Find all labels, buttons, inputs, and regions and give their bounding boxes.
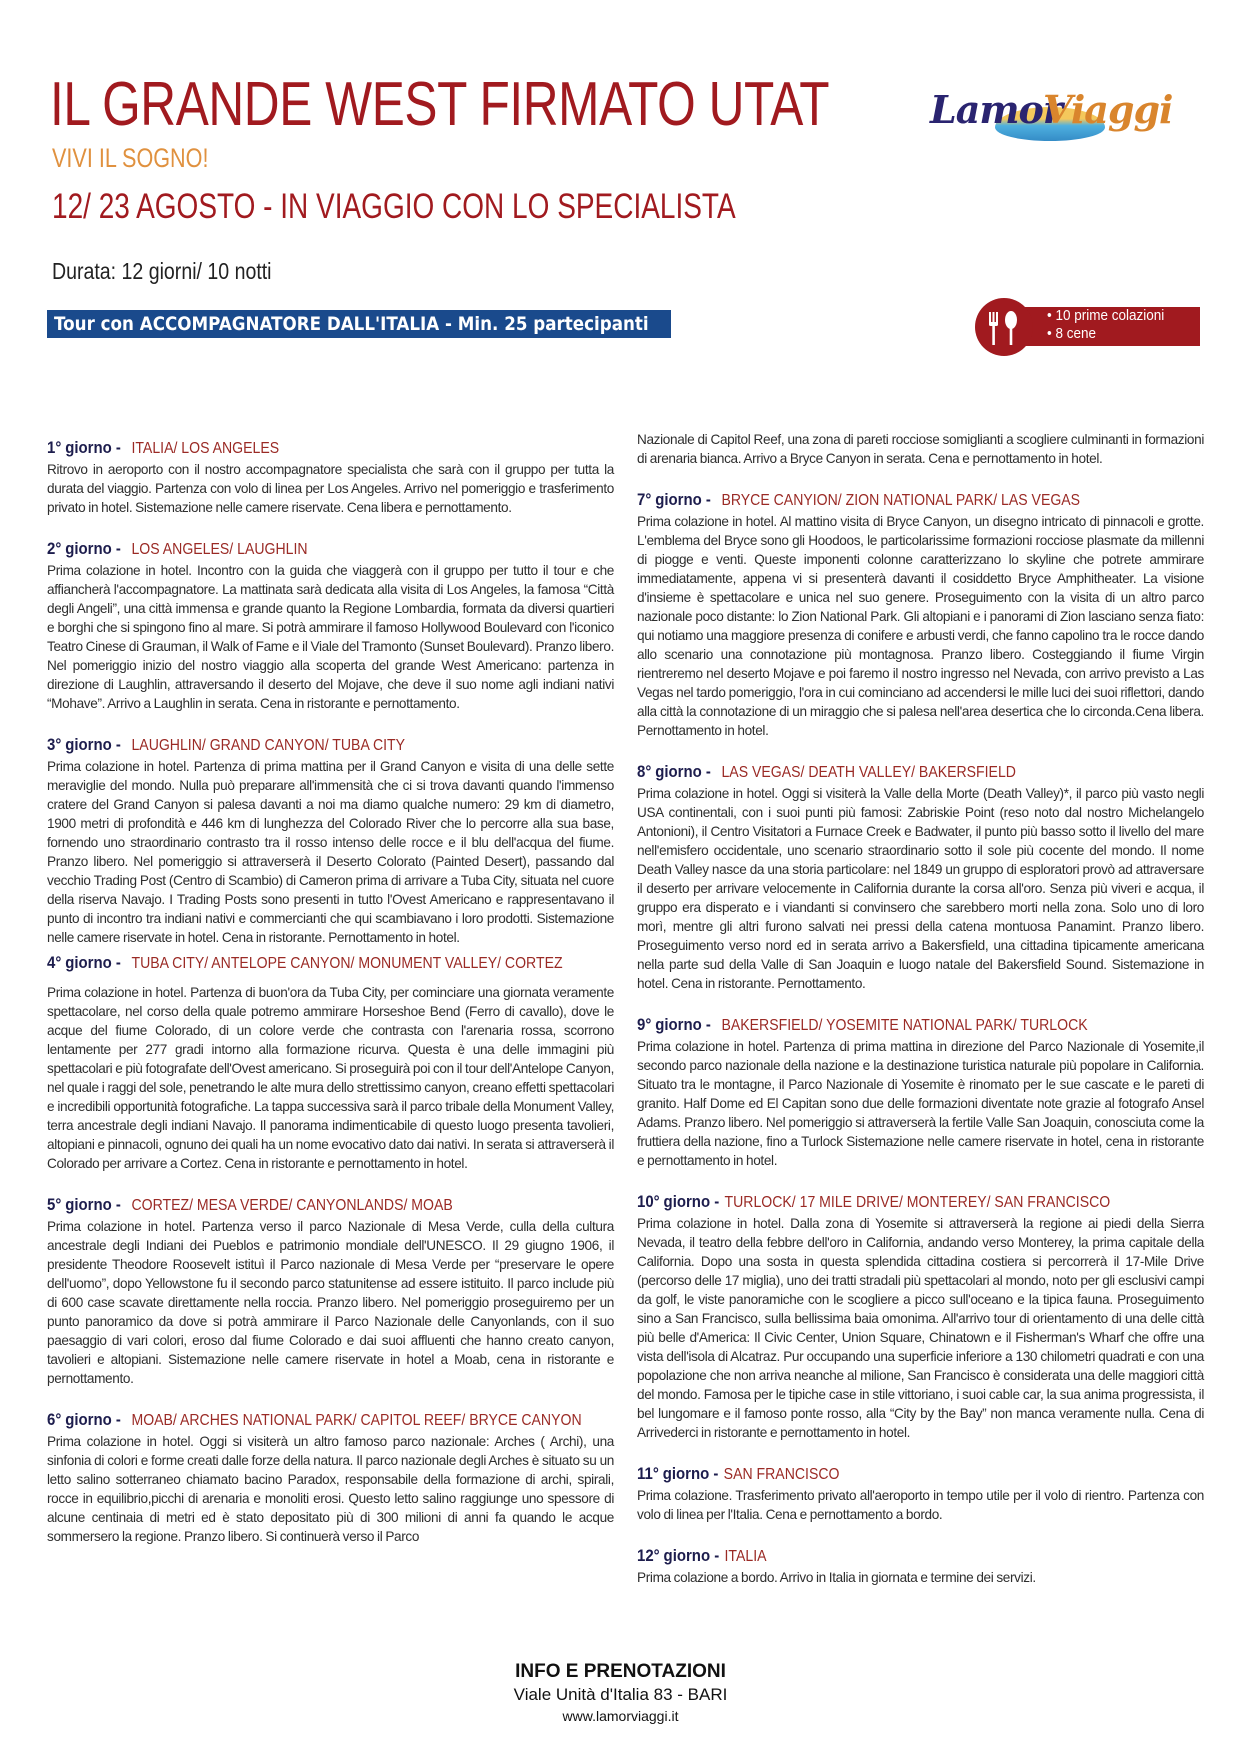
meals-list — [1047, 307, 1164, 343]
day-number: 5° giorno - — [47, 1195, 121, 1214]
contact-footer — [0, 1660, 1241, 1726]
itinerary-column-right — [637, 430, 1204, 1609]
day-description: Prima colazione in hotel. Partenza di prima mattina in direzione del Parco Nazionale di Yosemite,il secondo parco nazionale della nazione e la destinazione turistica naturale più popolare in California. Situato tra le montagne, il Parco Nazionale di Yosemite è rinomato per le sue cascate e le pareti di granito. Half Dome ed El Capitan sono due delle formazioni diventate note grazie al fotografo Ansel Adams. Pranzo libero. Nel pomeriggio si attraverserà la fertile Valle San Joaquin, conosciuta come la fruttiera della nazione, fino a Turlock Sistemazione nelle camere riservate in hotel, cena in ristorante e pernottamento in hotel. — [637, 1039, 1204, 1168]
day-route: LOS ANGELES/ LAUGHLIN — [131, 541, 308, 558]
day-heading — [47, 953, 563, 975]
day-route: CORTEZ/ MESA VERDE/ CANYONLANDS/ MOAB — [131, 1197, 453, 1214]
day-item — [47, 539, 614, 713]
day-item — [47, 735, 614, 947]
day-item — [637, 762, 1204, 993]
day-description: Prima colazione in hotel. Oggi si visiterà un altro famoso parco nazionale: Arches ( Archi), una sinfonia di colori e forme creati dalle forze della natura. Il parco nazionale degli Arches è situato su un letto salino sotterraneo chiamato bacino Paradox, responsabile della formazione di archi, spirali, rocce in equilibrio,picchi di arenaria e monoliti erosi. Questo letto salino raggiunge uno spessore di alcune centinaia di metri ed è stato depositato più di 300 milioni di anni fa quando le acque sommersero la regione. Pranzo libero. Si continuerà verso il Parco — [47, 1434, 614, 1544]
tour-duration: Durata: 12 giorni/ 10 notti — [52, 258, 272, 284]
day-item — [47, 953, 614, 1173]
meals-item-breakfasts: • 10 prime colazioni — [1047, 307, 1165, 324]
day-heading — [47, 735, 546, 757]
day-item — [637, 1192, 1204, 1442]
tour-dates: 12/ 23 AGOSTO - IN VIAGGIO CON LO SPECIALISTA — [52, 187, 736, 226]
day-route: ITALIA — [724, 1548, 767, 1565]
day-item — [637, 1546, 1204, 1587]
day-heading — [637, 1015, 1136, 1037]
day-description: Ritrovo in aeroporto con il nostro accompagnatore specialista che sarà con il gruppo per tutta la durata del viaggio. Partenza con volo di linea per Los Angeles. Arrivo nel pomeriggio e trasferimento privato in hotel. Sistemazione nelle camere riservate. Cena libera e pernottamento. — [47, 462, 614, 515]
day-description: Prima colazione in hotel. Dalla zona di Yosemite si attraverserà la regione ai piedi della Sierra Nevada, il teatro della febbre dell'oro in California, andando verso Monterey, la prima capitale della California. Dopo una sosta in questa splendida cittadina costiera si percorrerà il 17-Mile Drive (percorso delle 17 miglia), uno dei tratti stradali più spettacolari al mondo, noto per gli esclusivi campi da golf, le viste panoramiche con le scogliere a picco sull'oceano e la tipica fauna. Proseguimento sino a San Francisco, sulla bellissima baia omonima. All'arrivo tour di orientamento di una delle città più belle d'America: Il Civic Center, Union Square, Chinatown e il Fisherman's Wharf che offre una vista dell'isola di Alcatraz. Pur occupando una superficie inferiore a 130 chilometri quadrati e con una popolazione che non arriva neanche al milione, San Francisco è considerata una delle maggiori città del mondo. Famosa per le tipiche case in stile vittoriano, i suoi cable car, la sua anima progressista, il bel lungomare e il famoso ponte rosso, alla “City by the Bay” non manca veramente nulla. Cena di Arrivederci in ristorante e pernottamento in hotel. — [637, 1216, 1204, 1440]
day-number: 12° giorno - — [637, 1546, 720, 1565]
day-item — [47, 1195, 614, 1388]
day-description: Prima colazione in hotel. Partenza di prima mattina per il Grand Canyon e visita di una delle sette meraviglie del mondo. Nulla può preparare all'immensità che ci si trova davanti quando l'immenso cratere del Grand Canyon si palesa davanti a noi ma diamo qualche numero: 29 km di diametro, 1900 metri di profondità e 446 km di lunghezza del Colorado River che lo percorre alla sua base, fornendo uno straordinario contrasto tra il rosso intenso delle rocce e il blu dell'acqua del fiume. Pranzo libero. Nel pomeriggio si attraverserà il Deserto Colorato (Painted Desert), passando dal vecchio Trading Post (Centro di Scambio) di Cameron prima di arrivare a Tuba City, situata nel cuore della riserva Navajo. I Trading Posts sono presenti in tutto l'Ovest Americano e rappresentavano il punto di incontro tra indiani nativi e commercianti che qui scambiavano i loro prodotti. Sistemazione nelle camere riservate in hotel. Cena in ristorante. Pernottamento in hotel. — [47, 759, 614, 945]
day-heading — [47, 438, 546, 460]
day-heading — [637, 1192, 1136, 1214]
day-number: 4° giorno - — [47, 953, 121, 972]
logo-text-lamor: Lamor — [930, 87, 1062, 132]
day-item — [47, 438, 614, 517]
escort-banner-text: Tour con ACCOMPAGNATORE DALL'ITALIA - Min. 25 partecipanti — [54, 313, 649, 335]
page-title: IL GRANDE WEST FIRMATO UTAT — [50, 70, 830, 139]
day-description: Prima colazione in hotel. Partenza di buon'ora da Tuba City, per cominciare una giornata veramente spettacolare, nel corso della quale potremo ammirare Horseshoe Bend (Ferro di cavallo), dove le acque del fiume Colorado, di un colore verde che contrasta con l'arenaria rossa, scorrono lentamente per 277 gradi intorno alla formazione ricurva. Questa è una delle immagini più spettacolari e più fotografate dell'Ovest americano. Si proseguirà poi con il tour dell'Antelope Canyon, nel quale i raggi del sole, penetrando le alte mura dello strettissimo canyon, creano effetti spettacolari e incredibili opportunità fotografiche. La tappa successiva sarà il parco tribale della Monument Valley, terra ancestrale degli indiani Navajo. Il panorama indimenticabile di questo luogo presenta tavolieri, altopiani e pinnacoli, ognuno dei quali ha un nome evocativo dato dai nativi. In serata si attraverserà il Colorado per arrivare a Cortez. Cena in ristorante e pernottamento in hotel. — [47, 985, 614, 1171]
lamor-viaggi-logo — [925, 85, 1173, 145]
logo-text-viaggi: Viaggi — [1043, 87, 1173, 132]
day-number: 6° giorno - — [47, 1410, 121, 1429]
day-item — [637, 1464, 1204, 1524]
day-number: 10° giorno - — [637, 1192, 720, 1211]
day-route: SAN FRANCISCO — [723, 1466, 840, 1483]
day-number: 8° giorno - — [637, 762, 711, 781]
day-number: 9° giorno - — [637, 1015, 711, 1034]
day-number: 1° giorno - — [47, 438, 121, 457]
day-route: BRYCE CANYION/ ZION NATIONAL PARK/ LAS VEGAS — [721, 492, 1081, 509]
footer-title: INFO E PRENOTAZIONI — [515, 1661, 726, 1682]
day-description: Prima colazione in hotel. Oggi si visiterà la Valle della Morte (Death Valley)*, il parco più vasto negli USA continentali, con i suoi punti più famosi: Zabriskie Point (reso noto dal nostro Michelangelo Antonioni), il Centro Visitatori a Furnace Creek e Badwater, il punto più basso sotto il livello del mare nell'emisfero occidentale, uno scenario straordinario sotto il sole più cocente del mondo. Il nome Death Valley nasce da una storia particolare: nel 1849 un gruppo di esploratori provò ad attraversare il deserto per arrivare velocemente in California durante la corsa all'oro. Senza più viveri e acqua, il gruppo era disperato e i viandanti si convinsero che sarebbero morti nella zona. Solo uno di loro morì, mentre gli altri furono salvati nei pressi della catena montuosa Panamint. Pranzo libero. Proseguimento verso nord ed in serata arrivo a Bakersfield, una cittadina tipicamente americana nella parte sud della Valle di San Joaquin e luogo natale del Bakersfield Sound. Sistemazione in hotel. Cena in ristorante. Pernottamento. — [637, 786, 1204, 991]
day-item — [637, 490, 1204, 740]
escort-banner — [47, 310, 671, 338]
footer-address: Viale Unità d'Italia 83 - BARI — [513, 1685, 728, 1704]
day-route: MOAB/ ARCHES NATIONAL PARK/ CAPITOL REEF/ BRYCE CANYON — [131, 1412, 582, 1429]
day-description-continuation: Nazionale di Capitol Reef, una zona di pareti rocciose somiglianti a scogliere culminanti in formazioni di arenaria bianca. Arrivo a Bryce Canyon in serata. Cena e pernottamento in hotel. — [637, 432, 1204, 466]
day-heading — [637, 490, 1136, 512]
day-description: Prima colazione in hotel. Incontro con la guida che viaggerà con il gruppo per tutto il tour e che affiancherà l'accompagnatore. La mattinata sarà dedicata alla visita di Los Angeles, la famosa “Città degli Angeli”, una città immensa e grande quanto la Regione Lombardia, formata da diversi quartieri e borghi che si spingono fino al mare. Si potrà ammirare il famoso Hollywood Boulevard con l'iconico Teatro Cinese di Grauman, il Walk of Fame e il Viale del Tramonto (Sunset Boulevard). Pranzo libero. Nel pomeriggio inizio del nostro viaggio alla scoperta del grande West Americano: partenza in direzione di Laughlin, attraversando il deserto del Mojave, che deve il suo nome agli indiani nativi “Mohave”. Arrivo a Laughlin in serata. Cena in ristorante e pernottamento. — [47, 563, 614, 711]
day-heading — [47, 539, 546, 561]
day-route: BAKERSFIELD/ YOSEMITE NATIONAL PARK/ TURLOCK — [721, 1017, 1088, 1034]
day-route: LAS VEGAS/ DEATH VALLEY/ BAKERSFIELD — [721, 764, 1016, 781]
day-description: Prima colazione in hotel. Al mattino visita di Bryce Canyon, un disegno intricato di pinnacoli e grotte. L'emblema del Bryce sono gli Hoodoos, le particolarissime formazioni rocciose plasmate da millenni di piogge e venti. Queste imponenti colonne caratterizzano lo skyline che potrete ammirare immediatamente, appena vi si presenterà davanti il cosiddetto Bryce Amphitheater. La visione d'insieme è spettacolare e unica nel suo genere. Proseguimento con la visita di un altro parco nazionale poco distante: lo Zion National Park. Gli altopiani e i panorami di Zion lasciano senza fiato: qui notiamo una maggiore presenza di conifere e arbusti verdi, che fanno capolino tra le rocce dando allo scenario una connotazione più montagnosa. Pranzo libero. Costeggiando il fiume Virgin rientreremo nel deserto Mojave e poi faremo il nostro ingresso nel Nevada, con arrivo previsto a Las Vegas nel tardo pomeriggio, l'ora in cui cominciano ad accendersi le mille luci dei suoi riflettori, dando alla città la connotazione di un miraggio che si palesa nell'area desertica che lo circonda.Cena libera. Pernottamento in hotel. — [637, 514, 1204, 738]
meals-badge — [975, 298, 1200, 356]
day-route: TUBA CITY/ ANTELOPE CANYON/ MONUMENT VALLEY/ CORTEZ — [131, 955, 563, 972]
fork-spoon-icon — [981, 304, 1027, 350]
day-number: 11° giorno - — [637, 1464, 719, 1483]
day-route: TURLOCK/ 17 MILE DRIVE/ MONTEREY/ SAN FRANCISCO — [724, 1194, 1111, 1211]
day-description: Prima colazione. Trasferimento privato all'aeroporto in tempo utile per il volo di rientro. Partenza con volo di linea per l'Italia. Cena e pernottamento a bordo. — [637, 1488, 1204, 1522]
day-route: ITALIA/ LOS ANGELES — [131, 440, 280, 457]
day-heading — [637, 1464, 1136, 1486]
day-number: 7° giorno - — [637, 490, 711, 509]
day-route: LAUGHLIN/ GRAND CANYON/ TUBA CITY — [131, 737, 406, 754]
day-heading — [47, 1410, 582, 1432]
day-item — [637, 1015, 1204, 1170]
day-number: 2° giorno - — [47, 539, 121, 558]
page-subtitle: VIVI IL SOGNO! — [52, 143, 209, 173]
day-description: Prima colazione in hotel. Partenza verso il parco Nazionale di Mesa Verde, culla della cultura ancestrale degli Indiani dei Pueblos e patrimonio mondiale dell'UNESCO. Il 29 giugno 1906, il presidente Theodore Roosevelt istituì il Parco nazionale di Mesa Verde per “preservare le opere dell'uomo”, dopo Yellowstone fu il secondo parco statunitense ad essere istituito. Il parco include più di 600 case scavate direttamente nella roccia. Pranzo libero. Nel pomeriggio proseguiremo per un punto panoramico da dove si potrà ammirare il Parco Nazionale delle Canyonlands, con il suo paesaggio di vari colori, eroso dal fiume Colorado e dai suoi affluenti che hanno creato canyon, tavolieri e altopiani. Sistemazione nelle camere riservate in hotel a Moab, cena in ristorante e pernottamento. — [47, 1219, 614, 1386]
footer-website-link[interactable]: www.lamorviaggi.it — [562, 1708, 679, 1724]
day-heading — [637, 1546, 1136, 1568]
meals-item-dinners: • 8 cene — [1047, 325, 1097, 342]
itinerary-column-left — [47, 438, 614, 1568]
day-item — [47, 1410, 614, 1546]
day-description: Prima colazione a bordo. Arrivo in Italia in giornata e termine dei servizi. — [637, 1570, 1036, 1585]
day-number: 3° giorno - — [47, 735, 121, 754]
day-heading — [47, 1195, 546, 1217]
day-heading — [637, 762, 1136, 784]
